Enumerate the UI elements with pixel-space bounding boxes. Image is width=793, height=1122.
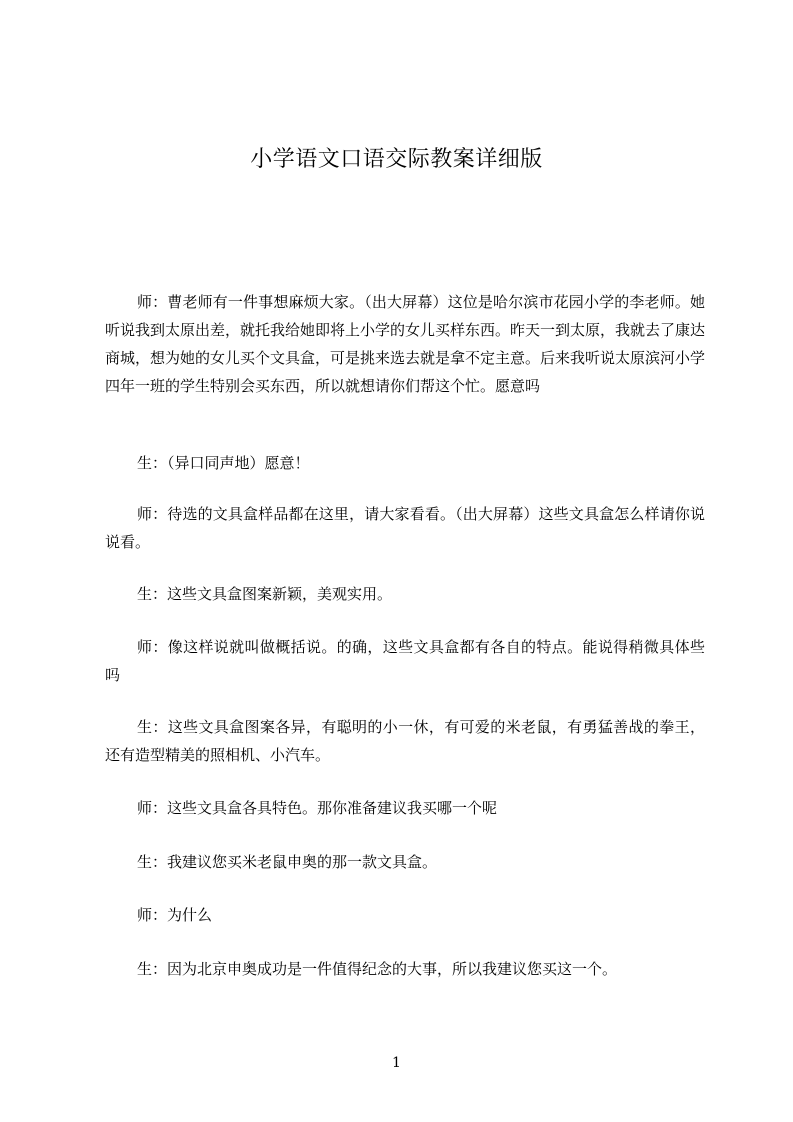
paragraph-teacher-which: 师：这些文具盒各具特色。那你准备建议我买哪一个呢: [137, 799, 498, 817]
document-title: 小学语文口语交际教案详细版: [250, 147, 543, 172]
paragraph-teacher-show-samples: 师：待选的文具盒样品都在这里，请大家看看。（出大屏幕）这些文具盒怎么样请你说说看。: [105, 505, 705, 551]
paragraph-teacher-why: 师：为什么: [137, 906, 213, 924]
paragraph-student-summary: 生：这些文具盒图案新颖，美观实用。: [137, 585, 393, 603]
paragraph-student-suggest: 生：我建议您买米老鼠申奥的那一款文具盒。: [137, 853, 438, 871]
paragraph-student-agree: 生：（异口同声地）愿意！: [137, 454, 310, 472]
paragraph-teacher-request: 师：曹老师有一件事想麻烦大家。（出大屏幕）这位是哈尔滨市花园小学的李老师。她听说我到太原出差，就托我给她即将上小学的女儿买样东西。昨天一到太原，我就去了康达商城，想为她的女儿买个文具盒，可是挑来选去就是拿不定主意。后来我听说太原滨河小学四年一班的学生特别会买东西，所以就想请你们帮这个忙。愿意吗: [105, 293, 706, 395]
paragraph-student-reason: 生：因为北京申奥成功是一件值得纪念的大事，所以我建议您买这一个。: [137, 960, 618, 978]
page-number: 1: [392, 1055, 401, 1071]
paragraph-student-detail: 生：这些文具盒图案各异，有聪明的小一休，有可爱的米老鼠，有勇猛善战的拳王，还有造型精美的照相机、小汽车。: [105, 718, 705, 764]
paragraph-teacher-ask-detail: 师：像这样说就叫做概括说。的确，这些文具盒都有各自的特点。能说得稍微具体些吗: [105, 638, 705, 684]
